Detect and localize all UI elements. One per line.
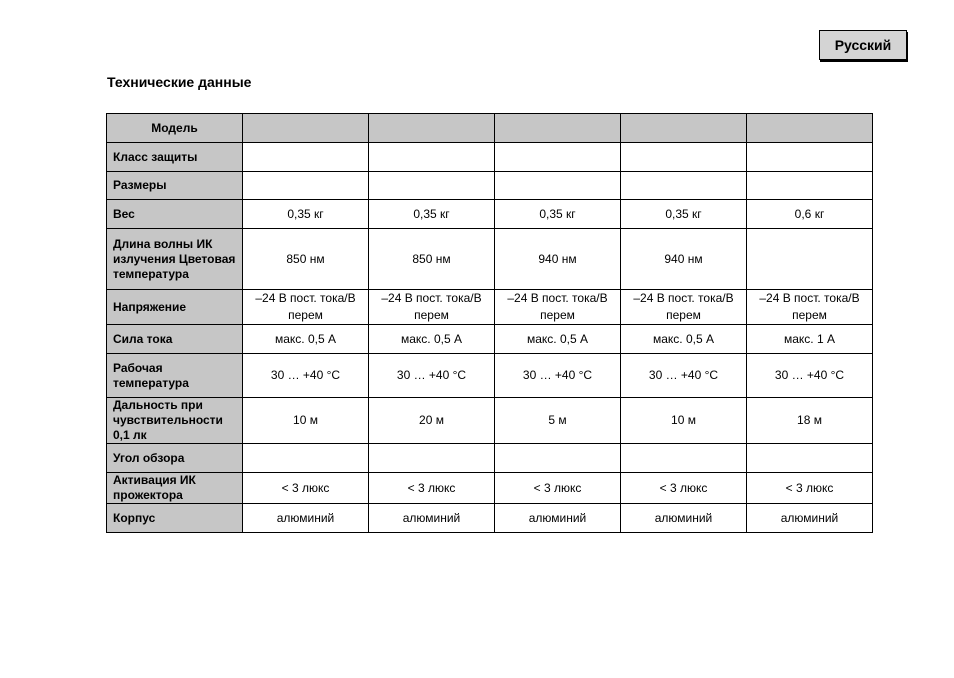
table-cell xyxy=(747,172,873,200)
table-cell xyxy=(621,143,747,172)
row-label: Угол обзора xyxy=(107,444,243,473)
row-label: Напряжение xyxy=(107,290,243,325)
table-cell: < 3 люкс xyxy=(243,473,369,504)
table-cell xyxy=(495,143,621,172)
table-row xyxy=(107,325,873,354)
table-cell: 940 нм xyxy=(495,229,621,290)
table-cell: 10 м xyxy=(621,398,747,444)
table-cell: алюминий xyxy=(369,504,495,533)
table-cell xyxy=(495,444,621,473)
table-row xyxy=(107,172,873,200)
table-cell xyxy=(243,444,369,473)
table-row xyxy=(107,354,873,398)
table-cell xyxy=(369,444,495,473)
table-cell: макс. 0,5 А xyxy=(369,325,495,354)
table-cell xyxy=(369,143,495,172)
section-title: Технические данные xyxy=(107,74,252,90)
table-cell: алюминий xyxy=(243,504,369,533)
table-cell xyxy=(243,143,369,172)
model-cell xyxy=(747,114,873,143)
table-cell: макс. 0,5 А xyxy=(495,325,621,354)
table-cell: < 3 люкс xyxy=(369,473,495,504)
table-cell: макс. 0,5 А xyxy=(621,325,747,354)
table-cell: алюминий xyxy=(621,504,747,533)
table-cell: 30 … +40 °C xyxy=(747,354,873,398)
model-cell xyxy=(621,114,747,143)
table-cell: –24 В пост. тока/В перем xyxy=(747,290,873,325)
table-cell: 30 … +40 °C xyxy=(495,354,621,398)
table-cell: макс. 1 А xyxy=(747,325,873,354)
row-label: Дальность при чувствительности 0,1 лк xyxy=(107,398,243,444)
row-label: Корпус xyxy=(107,504,243,533)
table-cell xyxy=(621,172,747,200)
table-cell xyxy=(621,444,747,473)
table-cell: 940 нм xyxy=(621,229,747,290)
row-label: Класс защиты xyxy=(107,143,243,172)
table-cell: –24 В пост. тока/В перем xyxy=(243,290,369,325)
table-cell xyxy=(747,444,873,473)
table-cell: 850 нм xyxy=(369,229,495,290)
table-cell: 0,35 кг xyxy=(243,200,369,229)
row-label: Размеры xyxy=(107,172,243,200)
table-cell: алюминий xyxy=(495,504,621,533)
row-label: Сила тока xyxy=(107,325,243,354)
table-cell: 20 м xyxy=(369,398,495,444)
row-label: Активация ИК прожектора xyxy=(107,473,243,504)
table-cell: 18 м xyxy=(747,398,873,444)
table-cell: макс. 0,5 А xyxy=(243,325,369,354)
table-row xyxy=(107,290,873,325)
model-cell xyxy=(369,114,495,143)
table-cell: < 3 люкс xyxy=(621,473,747,504)
table-cell: –24 В пост. тока/В перем xyxy=(495,290,621,325)
table-cell xyxy=(243,172,369,200)
spec-table xyxy=(106,113,873,533)
table-cell: 30 … +40 °C xyxy=(243,354,369,398)
table-row xyxy=(107,444,873,473)
table-row xyxy=(107,143,873,172)
table-cell xyxy=(747,143,873,172)
table-cell: < 3 люкс xyxy=(747,473,873,504)
table-cell: 0,35 кг xyxy=(495,200,621,229)
table-cell: 850 нм xyxy=(243,229,369,290)
table-cell: –24 В пост. тока/В перем xyxy=(621,290,747,325)
row-label: Вес xyxy=(107,200,243,229)
table-row xyxy=(107,229,873,290)
row-label: Рабочая температура xyxy=(107,354,243,398)
table-row xyxy=(107,504,873,533)
table-cell: 5 м xyxy=(495,398,621,444)
table-cell: 30 … +40 °C xyxy=(621,354,747,398)
table-header-row xyxy=(107,114,873,143)
table-cell: 10 м xyxy=(243,398,369,444)
table-cell: 30 … +40 °C xyxy=(369,354,495,398)
table-cell xyxy=(747,229,873,290)
table-cell xyxy=(495,172,621,200)
model-label: Модель xyxy=(107,114,243,143)
table-row xyxy=(107,473,873,504)
table-row xyxy=(107,200,873,229)
table-row xyxy=(107,398,873,444)
row-label: Длина волны ИК излучения Цветовая температура xyxy=(107,229,243,290)
table-cell: 0,35 кг xyxy=(369,200,495,229)
model-cell xyxy=(243,114,369,143)
table-cell: 0,6 кг xyxy=(747,200,873,229)
table-cell: < 3 люкс xyxy=(495,473,621,504)
language-badge: Русский xyxy=(819,30,907,60)
table-cell: 0,35 кг xyxy=(621,200,747,229)
table-cell: –24 В пост. тока/В перем xyxy=(369,290,495,325)
table-cell xyxy=(369,172,495,200)
model-cell xyxy=(495,114,621,143)
table-cell: алюминий xyxy=(747,504,873,533)
